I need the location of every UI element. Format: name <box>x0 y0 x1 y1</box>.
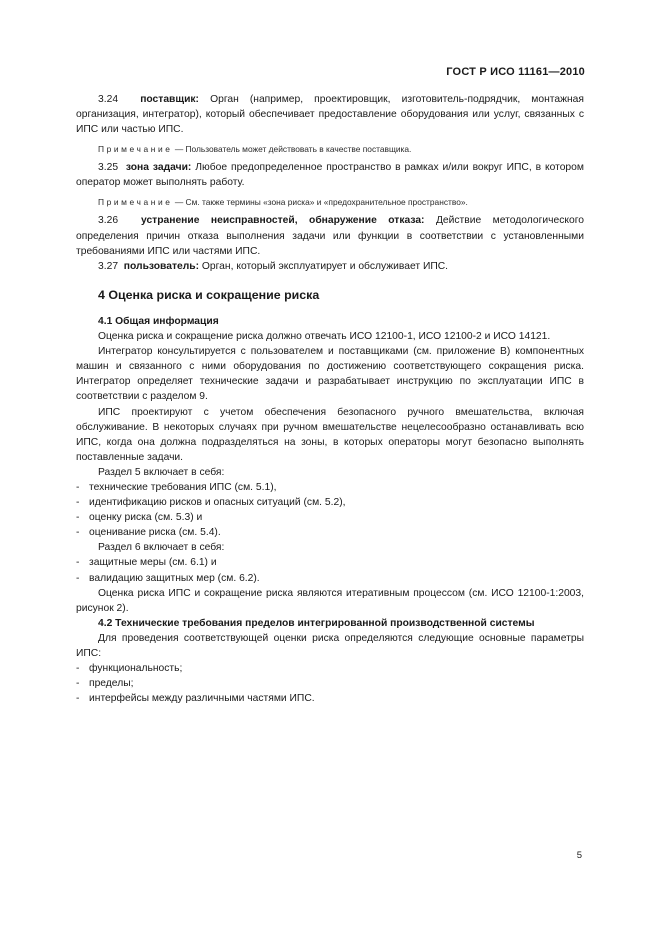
page-number: 5 <box>576 850 582 861</box>
dash-marker: - <box>76 572 80 584</box>
list-item <box>76 495 584 510</box>
paragraph: Оценка риска и сокращение риска должно отвечать ИСО 12100-1, ИСО 12100-2 и ИСО 14121. <box>98 331 551 343</box>
dash-marker: - <box>76 497 80 509</box>
definition-text: Действие методологического определения причин отказа выполнения задачи или функции в соответствии с установленными требованиями ИПС или частями ИПС. <box>76 215 584 257</box>
note-text: — См. также термины «зона риска» и «предохранительное пространство». <box>174 197 468 208</box>
dash-marker: - <box>76 512 80 524</box>
page-content <box>76 92 584 706</box>
definition-3-24 <box>76 92 584 137</box>
parameters-list <box>76 661 584 706</box>
list-item <box>76 510 584 525</box>
term: зона задачи: <box>125 162 192 174</box>
term: устранение неисправностей, обнаружение отказа: <box>140 215 425 227</box>
paragraph: Оценка риска ИПС и сокращение риска являются итеративным процессом (см. ИСО 12100-1:2003, рисунок 2). <box>76 587 584 614</box>
subsection-4-1-heading: 4.1 Общая информация <box>98 315 219 327</box>
dash-marker: - <box>76 481 80 493</box>
dash-marker: - <box>76 663 80 675</box>
section-6-list <box>76 555 584 585</box>
paragraph: Раздел 5 включает в себя: <box>98 466 225 478</box>
note-label: Примечание <box>98 144 173 155</box>
definition-text: Любое предопределенное пространство в рамках и/или вокруг ИПС, в котором оператор может выполнять работу. <box>76 162 584 189</box>
list-item-text: защитные меры (см. 6.1) и <box>89 557 217 569</box>
term: пользователь: <box>123 260 200 272</box>
list-item <box>76 691 584 706</box>
definition-text: Орган (например, проектировщик, изготовитель-подрядчик, монтажная организация, интегратор), который обеспечивает предоставление оборудования или услуг, связанных с ИПС или частью ИПС. <box>76 94 584 136</box>
definition-3-25 <box>76 160 584 190</box>
section-4-heading: 4 Оценка риска и сокращение риска <box>98 287 320 302</box>
paragraph: Раздел 6 включает в себя: <box>98 542 225 554</box>
list-item <box>76 676 584 691</box>
note-3-25 <box>76 196 584 209</box>
clause-number: 3.26 <box>98 215 119 227</box>
dash-marker: - <box>76 527 80 539</box>
note-3-24 <box>76 143 584 156</box>
list-item <box>76 525 584 540</box>
list-item-text: технические требования ИПС (см. 5.1), <box>89 481 277 493</box>
list-item-text: интерфейсы между различными частями ИПС. <box>89 693 315 705</box>
section-5-list <box>76 480 584 540</box>
paragraph: Для проведения соответствующей оценки риска определяются следующие основные параметры ИПС: <box>76 632 584 659</box>
term: поставщик: <box>140 94 199 105</box>
note-label: Примечание <box>98 197 173 208</box>
clause-number: 3.25 <box>98 162 119 174</box>
list-item-text: пределы; <box>89 678 134 690</box>
list-item-text: оценивание риска (см. 5.4). <box>89 527 221 539</box>
list-item <box>76 661 584 676</box>
clause-number: 3.27 <box>98 260 119 272</box>
list-item <box>76 571 584 586</box>
dash-marker: - <box>76 557 80 569</box>
paragraph: Интегратор консультируется с пользователем и поставщиками (см. приложение В) компонентных машин и связанного с ними оборудования по достижению соответствующего сокращения риска. Интегратор определяет технические задачи и разрабатывает инструкцию по эксплуатации ИПС в соответствии с разделом 9. <box>76 346 584 403</box>
list-item-text: идентификацию рисков и опасных ситуаций (см. 5.2), <box>89 497 346 509</box>
list-item-text: валидацию защитных мер (см. 6.2). <box>89 572 260 584</box>
definition-text: Орган, который эксплуатирует и обслуживает ИПС. <box>201 260 449 272</box>
list-item <box>76 555 584 570</box>
list-item-text: функциональность; <box>89 663 183 675</box>
list-item-text: оценку риска (см. 5.3) и <box>89 512 203 524</box>
definition-3-26 <box>76 213 584 258</box>
dash-marker: - <box>76 678 80 690</box>
definition-3-27 <box>76 259 584 274</box>
document-code: ГОСТ Р ИСО 11161—2010 <box>446 66 585 78</box>
dash-marker: - <box>76 693 80 705</box>
note-text: — Пользователь может действовать в качестве поставщика. <box>174 144 412 155</box>
paragraph: ИПС проектируют с учетом обеспечения безопасного ручного вмешательства, включая обслуживание. В некоторых случаях при ручном вмешательстве нецелесообразно останавливать всю ИПС, когда она должна подразделяться на зоны, в которых операторы могут безопасно выполнять поставленные задачи. <box>76 406 584 463</box>
subsection-4-2-heading: 4.2 Технические требования пределов интегрированной производственной системы <box>98 617 535 629</box>
clause-number: 3.24 <box>98 94 119 105</box>
list-item <box>76 480 584 495</box>
